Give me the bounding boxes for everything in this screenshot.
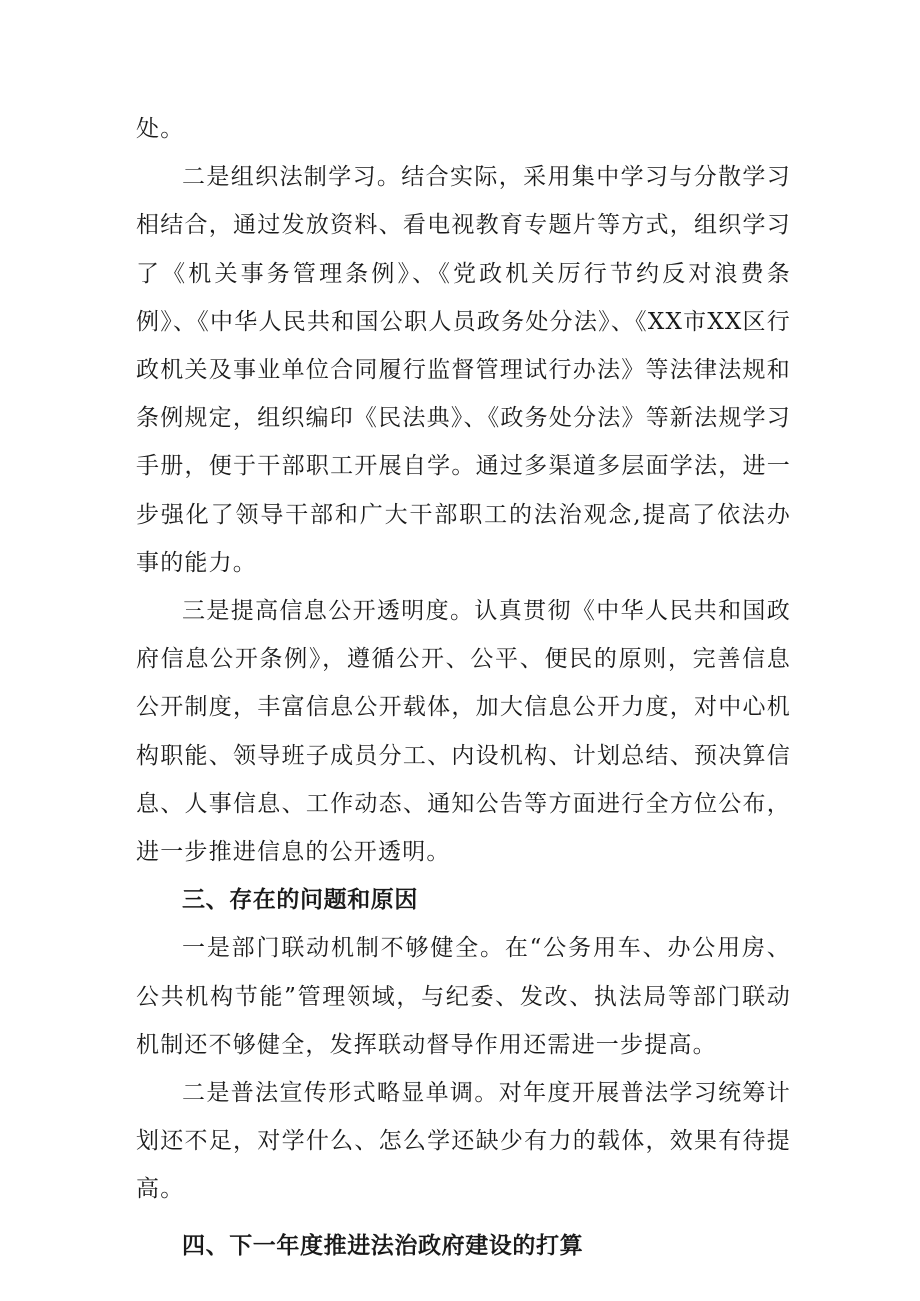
section-heading-next-year-plan: 四、下一年度推进法治政府建设的打算 [182, 1232, 584, 1259]
paragraph-legal-study: 二是组织法制学习。结合实际，采用集中学习与分散学习相结合，通过发放资料、看电视教育专题片等方式，组织学习了《机关事务管理条例》、《党政机关厉行节约反对浪费条例》、《中华人民共和国公职人员政务处分法》、《XX市XX区行政机关及事业单位合同履行监督管理试行办法》等法律法规和条例规定，组织编印《民法典》、《政务处分法》等新法规学习手册，便于干部职工开展自学。通过多渠道多层面学法，进一步强化了领导干部和广大干部职工的法治观念,提高了依法办事的能力。 [136, 164, 791, 576]
section-heading-problems: 三、存在的问题和原因 [182, 887, 418, 914]
document-body [136, 105, 791, 1270]
continuation-paragraph: 处。 [136, 116, 185, 142]
paragraph-information-disclosure: 三是提高信息公开透明度。认真贯彻《中华人民共和国政府信息公开条例》，遵循公开、公平、便民的原则，完善信息公开制度，丰富信息公开载体，加大信息公开力度，对中心机构职能、领导班子成员分工、内设机构、计划总结、预决算信息、人事信息、工作动态、通知公告等方面进行全方位公布，进一步推进信息的公开透明。 [136, 598, 791, 866]
paragraph-publicity-form: 二是普法宣传形式略显单调。对年度开展普法学习统筹计划还不足，对学什么、怎么学还缺少有力的载体，效果有待提高。 [136, 1080, 791, 1203]
paragraph-linkage-mechanism: 一是部门联动机制不够健全。在“公务用车、办公用房、公共机构节能”管理领域，与纪委、发改、执法局等部门联动机制还不够健全，发挥联动督导作用还需进一步提高。 [136, 935, 791, 1058]
